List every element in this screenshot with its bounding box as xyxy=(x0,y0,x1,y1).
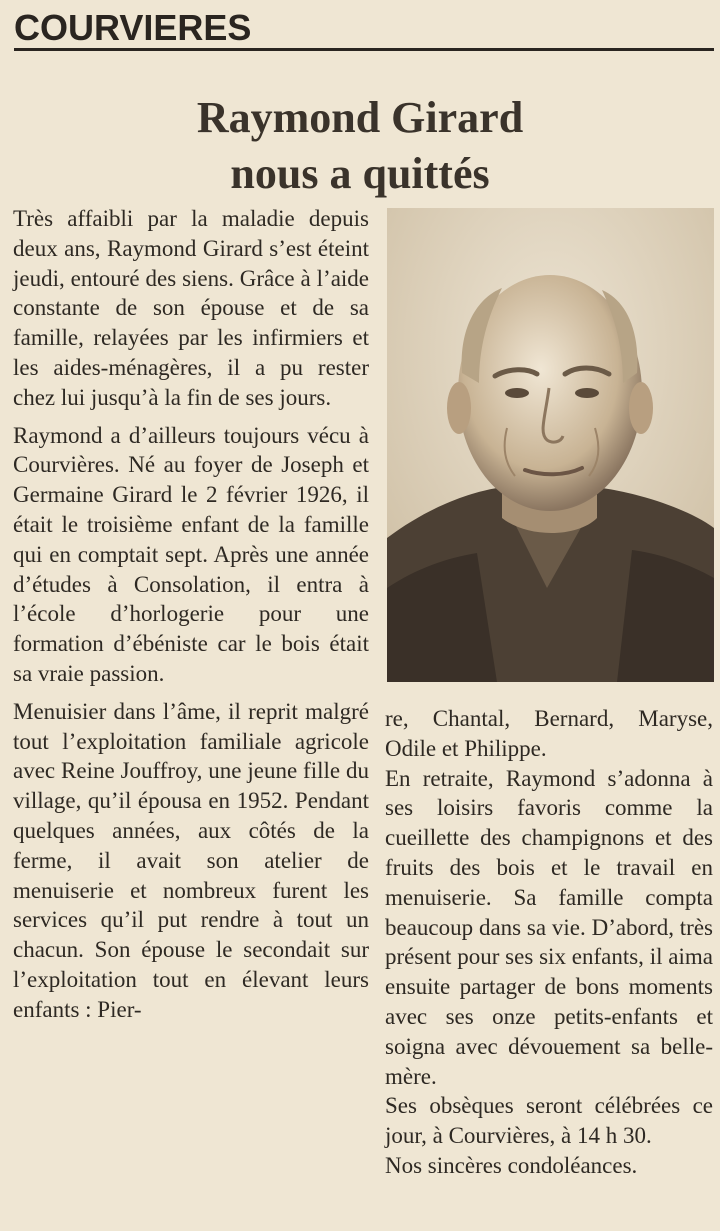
portrait-illustration xyxy=(387,208,714,682)
section-divider xyxy=(14,48,714,51)
article-column-left xyxy=(13,204,369,1033)
article-paragraph: Ses obsèques seront célébrées ce jour, à Courvières, à 14 h 30. xyxy=(385,1093,713,1149)
headline xyxy=(0,90,720,202)
article-paragraph: Raymond a d’ailleurs toujours vécu à Courvières. Né au foyer de Joseph et Germaine Girard le 2 février 1926, il était le troisième enfant de la famille qui en comptait sept. Après une année d’études à Consolation, il entra à l’école d’horlogerie pour une formation d’ébéniste car le bois était sa vraie passion. xyxy=(13,422,369,686)
article-column-right xyxy=(385,704,713,1181)
article-paragraph: En retraite, Raymond s’adonna à ses loisirs favoris comme la cueillette des champignons et des fruits des bois et le travail en menuiserie. Sa famille compta beaucoup dans sa vie. D’abord, très présent pour ses six enfants, il aima ensuite partager de bons moments avec ses onze petits-enfants et soigna avec dévouement sa belle-mère. xyxy=(385,765,713,1089)
portrait-photo xyxy=(387,208,714,682)
section-label: COURVIERES xyxy=(14,7,252,48)
article-paragraph: Très affaibli par la maladie depuis deux ans, Raymond Girard s’est éteint jeudi, entouré des siens. Grâce à l’aide constante de son épouse et de sa famille, relayées par les infirmiers et les aides-ménagères, il a pu rester chez lui jusqu’à la fin de ses jours. xyxy=(13,206,369,410)
headline-line-2: nous a quittés xyxy=(230,149,490,198)
article-paragraph: Menuisier dans l’âme, il reprit malgré tout l’exploitation familiale agricole avec Reine Jouffroy, une jeune fille du village, qu’il épousa en 1952. Pendant quelques années, aux côtés de la ferme, il avait son atelier de menuiserie et nombreux furent les services qu’il put rendre à tout un chacun. Son épouse le secondait sur l’exploitation tout en élevant leurs enfants : Pier- xyxy=(13,698,369,1022)
article-paragraph: re, Chantal, Bernard, Maryse, Odile et Philippe. xyxy=(385,706,713,761)
headline-line-1: Raymond Girard xyxy=(196,93,524,142)
article-paragraph: Nos sincères condoléances. xyxy=(385,1152,638,1178)
